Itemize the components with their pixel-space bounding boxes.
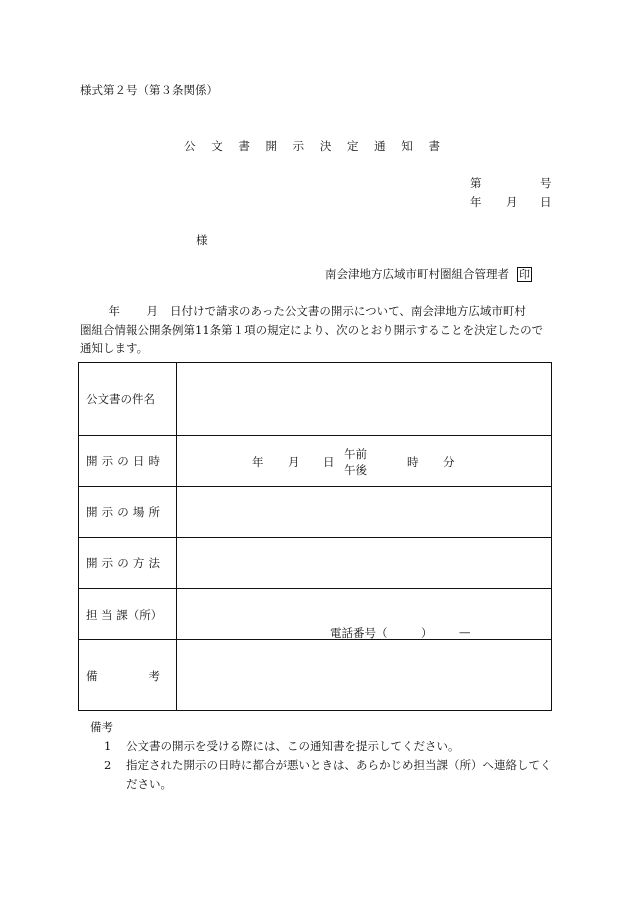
value-datetime[interactable] — [177, 436, 552, 487]
label-remarks: 備 考 — [79, 640, 177, 711]
datetime-day: 日 — [323, 455, 335, 469]
request-year: 年 — [108, 304, 120, 318]
row-place — [79, 487, 552, 538]
notice-paragraph — [80, 302, 552, 358]
note-item — [90, 756, 552, 794]
datetime-year: 年 — [252, 455, 264, 469]
label-datetime: 開 示 の 日 時 — [79, 436, 177, 487]
note-item — [90, 737, 552, 756]
value-document-name[interactable] — [177, 363, 552, 436]
note-number: 1 — [104, 739, 112, 753]
value-method[interactable] — [177, 538, 552, 589]
row-department — [79, 589, 552, 640]
label-place: 開 示 の 場 所 — [79, 487, 177, 538]
request-month: 月 — [146, 304, 158, 318]
datetime-month: 月 — [288, 455, 300, 469]
document-number-prefix: 第 — [470, 176, 482, 190]
issuer-name: 南会津地方広域市町村圏組合管理者 — [325, 267, 509, 281]
note-number: 2 — [104, 758, 112, 772]
issue-year: 年 — [470, 195, 482, 209]
row-method — [79, 538, 552, 589]
notes-section — [90, 718, 552, 794]
value-remarks[interactable] — [177, 640, 552, 711]
paragraph-line-1-text: 日付けで請求のあった公文書の開示について、南会津地方広域市町村 — [170, 304, 526, 318]
note-text: 公文書の開示を受ける際には、この通知書を提示してください。 — [126, 739, 460, 753]
seal-mark: 印 — [519, 268, 530, 281]
datetime-am: 午前 — [344, 447, 367, 461]
datetime-minute: 分 — [443, 455, 455, 469]
datetime-hour: 時 — [407, 455, 419, 469]
label-method: 開 示 の 方 法 — [79, 538, 177, 589]
addressee-honorific: 様 — [196, 233, 208, 247]
issue-day: 日 — [540, 195, 552, 209]
form-number: 様式第２号（第３条関係） — [80, 83, 218, 97]
row-document-name — [79, 363, 552, 436]
issuer-line — [325, 266, 532, 282]
row-datetime — [79, 436, 552, 487]
phone-label: 電話番号（ — [330, 626, 388, 640]
document-title: 公 文 書 開 示 決 定 通 知 書 — [184, 139, 446, 153]
issue-month: 月 — [506, 195, 518, 209]
notes-heading: 備考 — [90, 720, 113, 734]
value-department[interactable] — [177, 589, 552, 640]
datetime-pm: 午後 — [344, 463, 367, 477]
paragraph-line-3: 通知します。 — [80, 341, 149, 355]
disclosure-table — [78, 362, 552, 711]
label-document-name: 公文書の件名 — [79, 363, 177, 436]
document-number-suffix: 号 — [540, 176, 552, 190]
paragraph-line-1 — [80, 302, 552, 321]
value-place[interactable] — [177, 487, 552, 538]
label-department: 担 当 課（所） — [79, 589, 177, 640]
paragraph-line-2: 圏組合情報公開条例第11条第１項の規定により、次のとおり開示することを決定したので — [80, 322, 544, 337]
phone-close-paren: ） — [421, 626, 433, 640]
note-text: 指定された開示の日時に都合が悪いときは、あらかじめ担当課（所）へ連絡してください。 — [126, 758, 552, 791]
row-remarks — [79, 640, 552, 711]
phone-dash: — — [459, 625, 471, 639]
